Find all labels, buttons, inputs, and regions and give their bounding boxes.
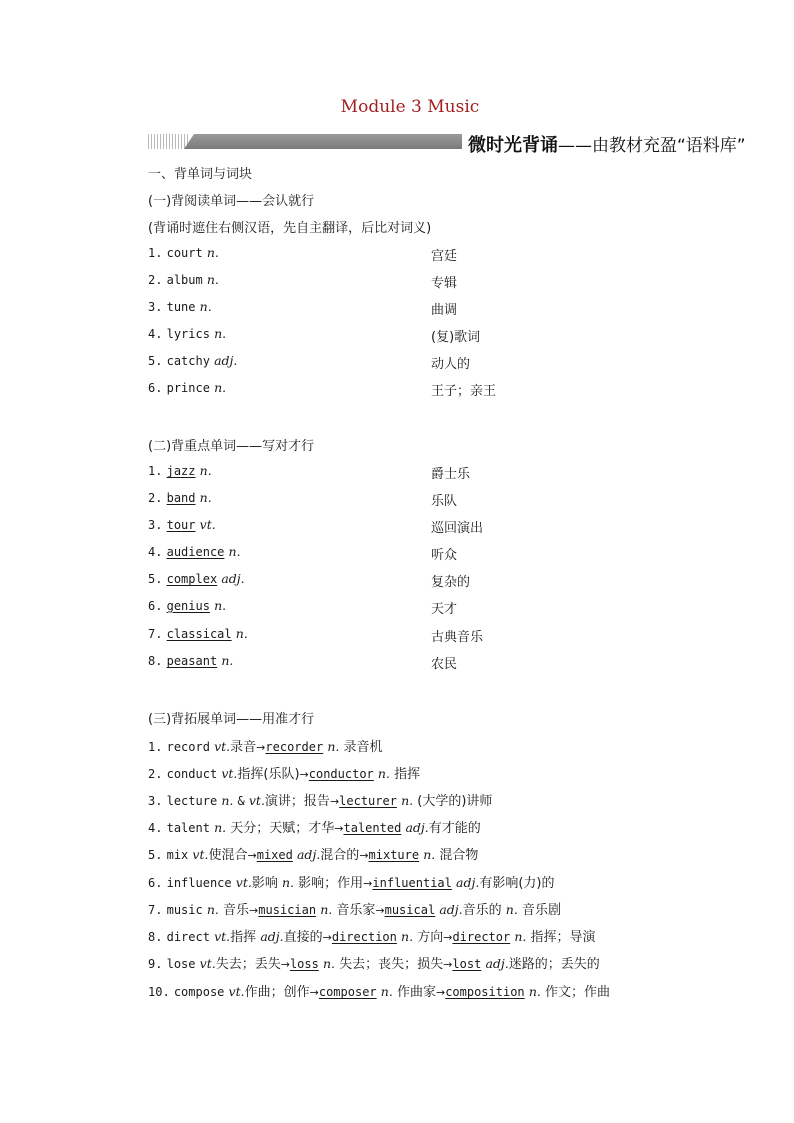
page-title: Module 3 Music bbox=[340, 97, 480, 117]
list-item: 1. jazz n. bbox=[148, 463, 212, 478]
section-heading: 一、背单词与词块 bbox=[148, 167, 253, 182]
list-item: 8. peasant n. bbox=[148, 653, 234, 668]
list-item-meaning: 天才 bbox=[431, 602, 458, 617]
list-item: 1. record vt.录音→recorder n. 录音机 bbox=[148, 739, 383, 755]
list-item-meaning: 曲调 bbox=[431, 303, 458, 318]
list-item: 10. compose vt.作曲；创作→composer n. 作曲家→composition n. 作文；作曲 bbox=[148, 984, 610, 1000]
list-item: 8. direct vt.指挥 adj.直接的→direction n. 方向→director n. 指挥；导演 bbox=[148, 929, 596, 945]
list-item: 6. genius n. bbox=[148, 598, 227, 613]
banner-sub: ——由教材充盈“语料库” bbox=[558, 136, 746, 156]
section-banner bbox=[148, 131, 746, 156]
list-item-meaning: 复杂的 bbox=[431, 575, 471, 590]
list-item-meaning: 王子；亲王 bbox=[431, 384, 497, 399]
list-item-meaning: 听众 bbox=[431, 548, 458, 563]
list-item: 5. complex adj. bbox=[148, 571, 245, 586]
list-item: 2. conduct vt.指挥(乐队)→conductor n. 指挥 bbox=[148, 766, 421, 782]
list-item-meaning: 宫廷 bbox=[431, 249, 458, 264]
list-item: 4. lyrics n. bbox=[148, 326, 227, 341]
part1-note: (背诵时遮住右侧汉语，先自主翻译，后比对词义) bbox=[148, 221, 432, 236]
list-item: 3. tour vt. bbox=[148, 517, 216, 532]
list-item-meaning: 古典音乐 bbox=[431, 630, 484, 645]
list-item-meaning: (复)歌词 bbox=[431, 330, 481, 345]
list-item: 4. talent n. 天分；天赋；才华→talented adj.有才能的 bbox=[148, 820, 481, 836]
list-item-meaning: 乐队 bbox=[431, 494, 458, 509]
list-item-meaning: 爵士乐 bbox=[431, 467, 471, 482]
part2-heading: (二)背重点单词——写对才行 bbox=[148, 439, 315, 454]
list-item: 9. lose vt.失去；丢失→loss n. 失去；丧失；损失→lost adj.迷路的；丢失的 bbox=[148, 956, 600, 972]
list-item-meaning: 动人的 bbox=[431, 357, 471, 372]
list-item: 3. tune n. bbox=[148, 299, 212, 314]
banner-hatch-decoration bbox=[148, 134, 188, 149]
list-item-meaning: 农民 bbox=[431, 657, 458, 672]
banner-text bbox=[468, 131, 746, 157]
list-item: 7. classical n. bbox=[148, 626, 248, 641]
list-item-meaning: 巡回演出 bbox=[431, 521, 484, 536]
list-item: 6. influence vt.影响 n. 影响；作用→influential adj.有影响(力)的 bbox=[148, 875, 555, 891]
banner-bar-decoration bbox=[184, 134, 462, 149]
list-item: 1. court n. bbox=[148, 245, 219, 260]
banner-main: 微时光背诵 bbox=[468, 135, 558, 156]
list-item: 7. music n. 音乐→musician n. 音乐家→musical adj.音乐的 n. 音乐剧 bbox=[148, 902, 561, 918]
list-item: 5. catchy adj. bbox=[148, 353, 238, 368]
list-item: 3. lecture n. & vt.演讲；报告→lecturer n. (大学的)讲师 bbox=[148, 793, 493, 809]
list-item: 6. prince n. bbox=[148, 380, 227, 395]
list-item: 2. band n. bbox=[148, 490, 212, 505]
list-item: 4. audience n. bbox=[148, 544, 241, 559]
list-item: 5. mix vt.使混合→mixed adj.混合的→mixture n. 混合物 bbox=[148, 847, 479, 863]
part1-heading: (一)背阅读单词——会认就行 bbox=[148, 194, 315, 209]
part3-heading: (三)背拓展单词——用准才行 bbox=[148, 712, 315, 727]
list-item: 2. album n. bbox=[148, 272, 219, 287]
list-item-meaning: 专辑 bbox=[431, 276, 458, 291]
